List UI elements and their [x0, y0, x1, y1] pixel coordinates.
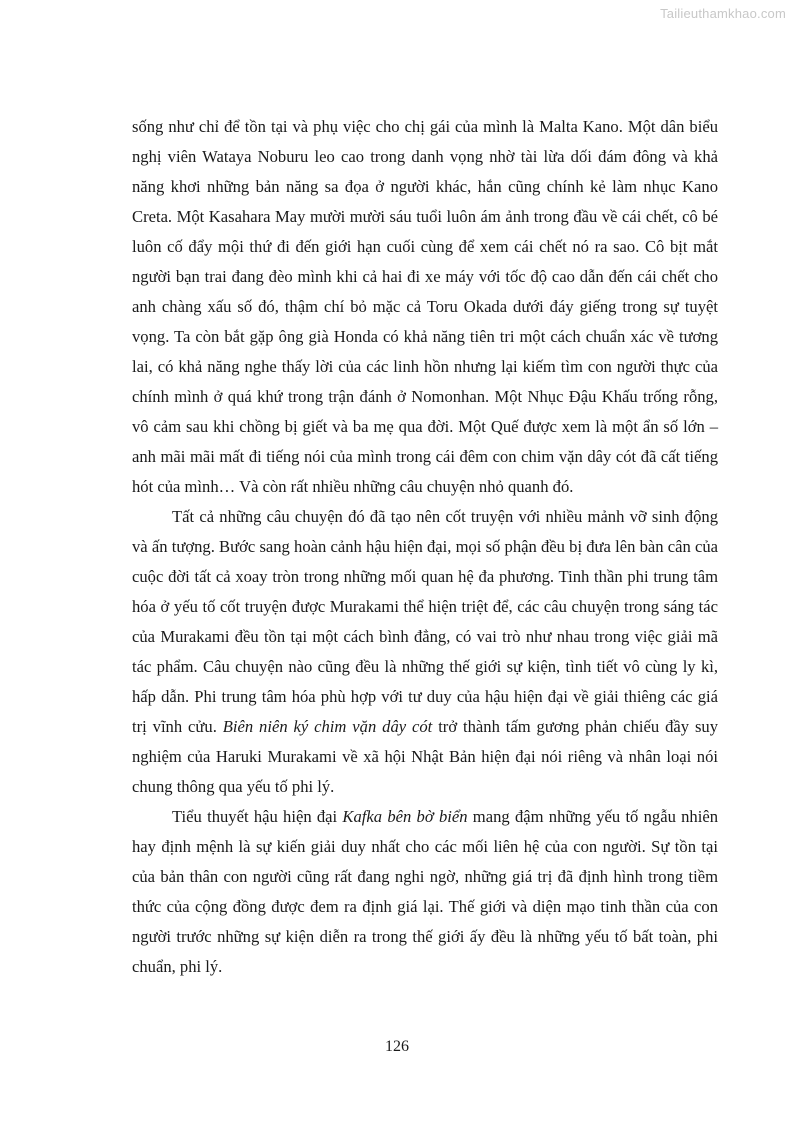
- text-segment: trở thành tấm gương phản chiếu đầy suy nghiệm của Haruki Murakami về xã hội Nhật Bản hiện đại nói riêng và nhân loại nói chung thông qua yếu tố phi lý.: [132, 717, 718, 796]
- paragraph-3: [132, 802, 718, 982]
- body-text: [132, 112, 718, 982]
- text-segment: sống như chỉ để tồn tại và phụ việc cho chị gái của mình là Malta Kano. Một dân biểu nghị viên Wataya Noburu leo cao trong danh vọng nhờ tài lừa dối đám đông và khả năng khơi những bản năng sa đọa ở người khác, hắn cũng chính kẻ làm nhục Kano Creta. Một Kasahara May mười mười sáu tuổi luôn ám ảnh trong đầu về cái chết, cô bé luôn cố đẩy mội thứ đi đến giới hạn cuối cùng để xem cái chết nó ra sao. Cô bịt mắt người bạn trai đang đèo mình khi cả hai đi xe máy với tốc độ cao dẫn đến cái chết cho anh chàng xấu số đó, thậm chí bỏ mặc cả Toru Okada dưới đáy giếng trong sự tuyệt vọng. Ta còn bắt gặp ông già Honda có khả năng tiên tri một cách chuẩn xác về tương lai, có khả năng nghe thấy lời của các linh hồn nhưng lại kiếm tìm con người thực của chính mình ở quá khứ trong trận đánh ở Nomonhan. Một Nhục Đậu Khấu trống rỗng, vô cảm sau khi chồng bị giết và ba mẹ qua đời. Một Quế được xem là một ẩn số lớn – anh mãi mãi mất đi tiếng nói của mình trong cái đêm con chim vặn dây cót đã cất tiếng hót của mình… Và còn rất nhiều những câu chuyện nhỏ quanh đó.: [132, 117, 718, 496]
- paragraph-2: [132, 502, 718, 802]
- italic-book-title: Kafka bên bờ biển: [342, 807, 468, 826]
- page-number: 126: [385, 1038, 409, 1055]
- paragraph-1: [132, 112, 718, 502]
- text-segment: mang đậm những yếu tố ngẫu nhiên hay định mệnh là sự kiến giải duy nhất cho các mối liên hệ của con người. Sự tồn tại của bản thân con người cũng rất đang nghi ngờ, những giá trị đã định hình trong tiềm thức của cộng đồng được đem ra định giá lại. Thế giới và diện mạo tinh thần của con người trước những sự kiện diễn ra trong thế giới ấy đều là những yếu tố bất toàn, phi chuẩn, phi lý.: [132, 807, 718, 976]
- text-segment: Tất cả những câu chuyện đó đã tạo nên cốt truyện với nhiều mảnh vỡ sinh động và ấn tượng. Bước sang hoàn cảnh hậu hiện đại, mọi số phận đều bị đưa lên bàn cân của cuộc đời tất cả xoay tròn trong những mối quan hệ đa phương. Tinh thần phi trung tâm hóa ở yếu tố cốt truyện được Murakami thể hiện triệt để, các câu chuyện trong sáng tác của Murakami đều tồn tại một cách bình đẳng, có vai trò như nhau trong việc giải mã tác phẩm. Câu chuyện nào cũng đều là những thế giới sự kiện, tình tiết vô cùng ly kì, hấp dẫn. Phi trung tâm hóa phù hợp với tư duy của hậu hiện đại về giải thiêng các giá trị vĩnh cửu.: [132, 507, 718, 736]
- text-segment: Tiểu thuyết hậu hiện đại: [172, 807, 343, 826]
- watermark-text: Tailieuthamkhao.com: [660, 6, 786, 21]
- italic-book-title: Biên niên ký chim vặn dây cót: [222, 717, 433, 736]
